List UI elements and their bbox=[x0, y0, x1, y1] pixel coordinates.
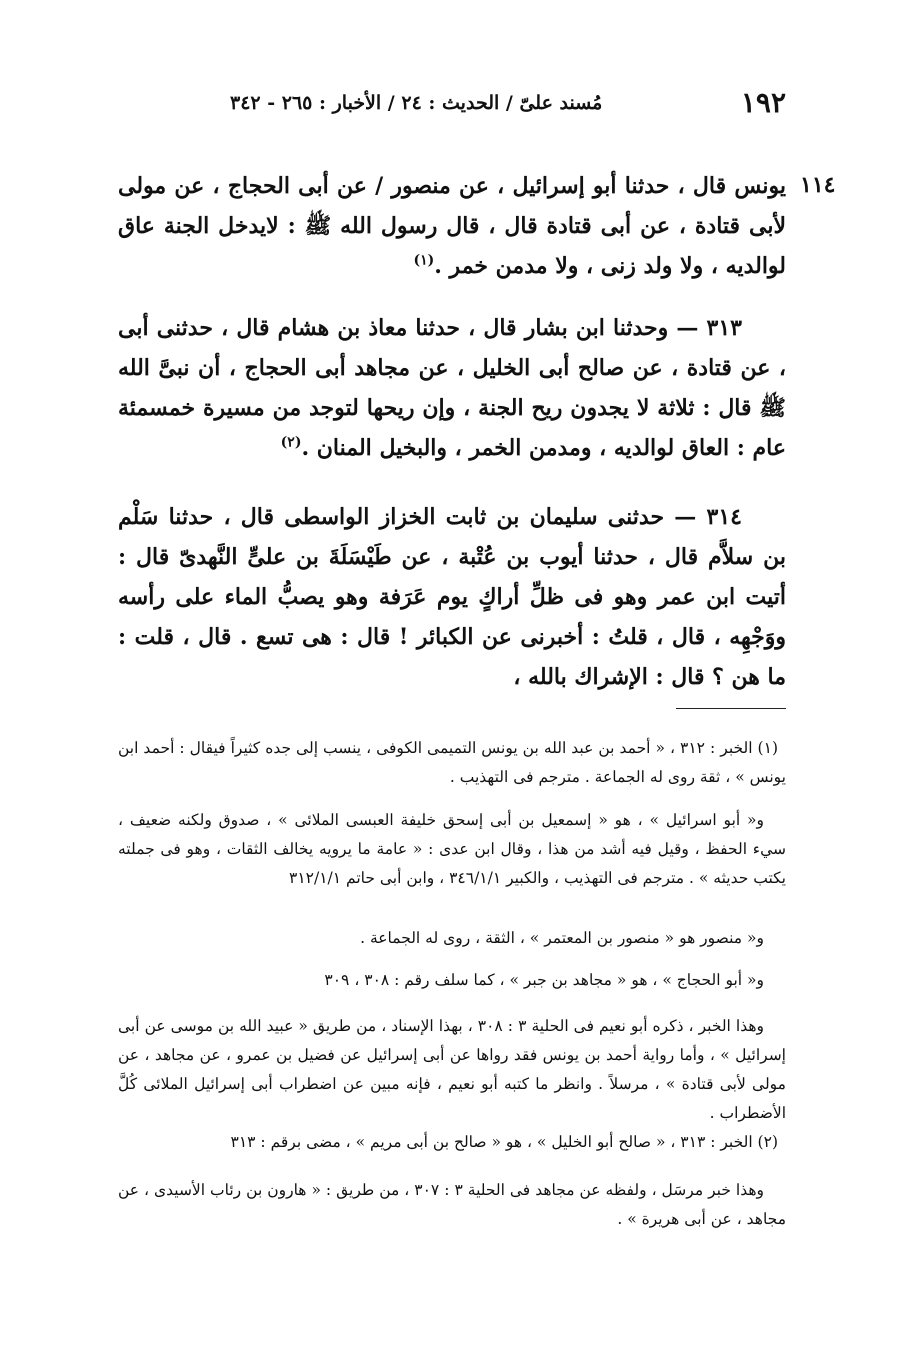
footnote-text: (١) الخبر : ٣١٢ ، « أحمد بن عبد الله بن يونس التميمى الكوفى ، ينسب إلى جده كثيراً فيقال : أحمد ابن يونس » ، ثقة روى له الجماعة . مترجم فى التهذيب . bbox=[118, 739, 786, 786]
running-head: مُسند علىّ / الحديث : ٢٤ / الأخبار : ٢٦٥ - ٣٤٢ bbox=[230, 92, 603, 114]
paragraph-text: يونس قال ، حدثنا أبو إسرائيل ، عن منصور / عن أبى الحجاج ، عن مولى لأبى قتادة ، عن أبى قتادة قال ، قال رسول الله ﷺ : لايدخل الجنة عاق لوالديه ، ولا ولد زنى ، ولا مدمن خمر . bbox=[118, 173, 786, 279]
footnote-text: و« منصور هو « منصور بن المعتمر » ، الثقة ، روى له الجماعة . bbox=[360, 929, 764, 947]
footnote-1 bbox=[118, 734, 786, 792]
footnote-1-hilya bbox=[118, 1012, 786, 1128]
footnote-1-mansur bbox=[118, 924, 786, 953]
footnote-text: (٢) الخبر : ٣١٣ ، « صالح أبو الخليل » ، هو « صالح بن أبى مريم » ، مضى برقم : ٣١٣ bbox=[230, 1133, 778, 1151]
paragraph-continuation bbox=[118, 166, 786, 286]
footnote-2 bbox=[118, 1128, 786, 1157]
footnote-ref: (٢) bbox=[280, 434, 302, 451]
footnote-ref: (١) bbox=[413, 252, 435, 269]
page-number: ١٩٢ bbox=[740, 86, 786, 119]
paragraph-text: ٣١٤ — حدثنى سليمان بن ثابت الخزاز الواسطى قال ، حدثنا سَلْم بن سلاَّم قال ، حدثنا أيوب بن عُتْبة ، عن طَيْسَلَةَ بن علىٍّ النَّهدىّ قال : أتيت ابن عمر وهو فى ظلِّ أراكٍ يوم عَرَفة وهو يصبُّ الماء على رأسه ووَجْهِه ، قال ، قلتُ : أخبرنى عن الكبائر ! قال : هى تسع . قال ، قلت : ما هن ؟ قال : الإشراك بالله ، bbox=[118, 504, 787, 690]
footnote-text: و« أبو اسرائيل » ، هو « إسمعيل بن أبى إسحق خليفة العبسى الملائى » ، صدوق ولكنه ضعيف ، سيء الحفظ ، وقيل فيه أشد من هذا ، وقال ابن عدى : « عامة ما يرويه يخالف الثقات ، وهو فى جملته يكتب حديثه » . مترجم فى التهذيب ، والكبير ٣٤٦/١/١ ، وابن أبى حاتم ٣١٢/١/١ bbox=[118, 811, 786, 887]
footnote-text: وهذا خبر مرسَل ، ولفظه عن مجاهد فى الحلية ٣ : ٣٠٧ ، من طريق : « هارون بن رئاب الأسيدى ، عن مجاهد ، عن أبى هريرة » . bbox=[118, 1181, 786, 1228]
footnote-1-abu-hajjaj bbox=[118, 966, 786, 995]
paragraph-314 bbox=[118, 497, 786, 697]
page-header bbox=[230, 86, 786, 126]
footnote-text: وهذا الخبر ، ذكره أبو نعيم فى الحلية ٣ : ٣٠٨ ، بهذا الإسناد ، من طريق « عبيد الله بن موسى عن أبى إسرائيل » ، وأما رواية أحمد بن يونس فقد رواها عن أبى إسرائيل عن فضيل بن عمرو ، عن مجاهد ، عن مولى لأبى قتادة » ، مرسلاً . وانظر ما كتبه أبو نعيم ، فإنه مبين عن اضطراب أبى إسرائيل الملائى كُلَّ الأضطراب . bbox=[118, 1017, 786, 1122]
footnote-divider bbox=[676, 708, 786, 709]
footnote-1-narrator bbox=[118, 806, 786, 893]
footnote-2-mursal bbox=[118, 1176, 786, 1234]
paragraph-313 bbox=[118, 308, 786, 468]
side-line-number: ١١٤ bbox=[800, 172, 836, 198]
footnote-text: و« أبو الحجاج » ، هو « مجاهد بن جبر » ، كما سلف رقم : ٣٠٨ ، ٣٠٩ bbox=[324, 971, 764, 989]
paragraph-text: ٣١٣ — وحدثنا ابن بشار قال ، حدثنا معاذ بن هشام قال ، حدثنى أبى ، عن قتادة ، عن صالح أبى الخليل ، عن مجاهد أبى الحجاج ، أن نبىَّ الله ﷺ قال : ثلاثة لا يجدون ريح الجنة ، وإن ريحها لتوجد من مسيرة خمسمئة عام : العاق لوالديه ، ومدمن الخمر ، والبخيل المنان . bbox=[118, 315, 786, 461]
